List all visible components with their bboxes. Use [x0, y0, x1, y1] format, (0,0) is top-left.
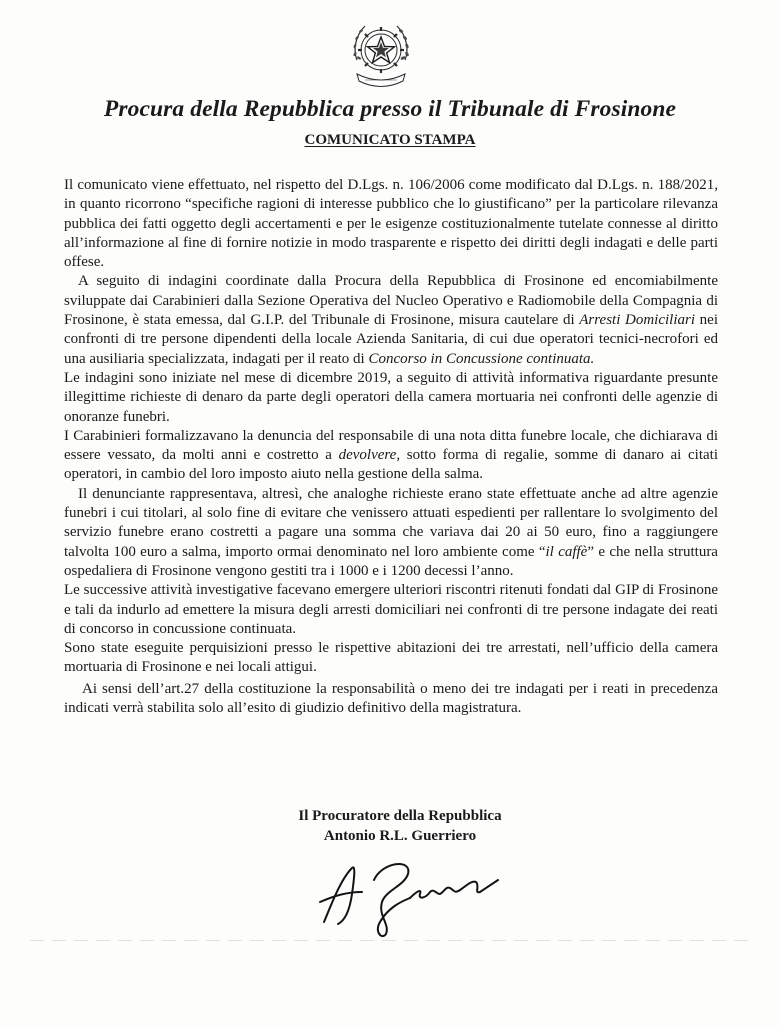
- signatory-name: Antonio R.L. Guerriero: [323, 828, 477, 844]
- paragraph-presumption: Ai sensi dell’art.27 della costituzione la responsabilità o meno dei tre indagati per i reati in precedenza indicati verrà stabilita solo all’esito di giudizio definitivo della magistratura.: [64, 680, 718, 717]
- paragraph-legal-notice: Il comunicato viene effettuato, nel rispetto del D.Lgs. n. 106/2006 come modificato dal D.Lgs. n. 188/2021, in quanto ricorrono “specifiche ragioni di interesse pubblico che lo giustificano” per la particolare rilevanza pubblica dei fatti oggetto degli accertamenti e per le esigenze costituzionalmente tutelate connesse al diritto all’informazione al fine di fornire notizie in modo trasparente e rispetto dei diritti degli indagati e delle parti offese.: [64, 177, 718, 271]
- press-release-body: [64, 176, 718, 718]
- emphasis-il-caffe: il caffè: [545, 543, 588, 560]
- office-title: Procura della Repubblica presso il Tribunale di Frosinone: [103, 96, 677, 122]
- italian-republic-emblem-icon: [343, 16, 419, 92]
- paragraph-complaint: I Carabinieri formalizzavano la denuncia del responsabile di una nota ditta funebre locale, che dichiarava di essere vessato, da molti anni e costretto a devolvere, sotto forma di regalie, somme di danaro ai citati operatori, in cambio del loro imposto aiuto nella gestione della salma.: [64, 427, 719, 483]
- signatory-role: Il Procuratore della Repubblica: [298, 808, 502, 824]
- press-release-heading: COMUNICATO STAMPA: [304, 132, 476, 148]
- emphasis-charge: Concorso in Concussione continuata.: [368, 350, 595, 367]
- paragraph-investigation: A seguito di indagini coordinate dalla Procura della Repubblica di Frosinone ed encomiabilmente sviluppate dai Carabinieri dalla Sezione Operativa del Nucleo Operativo e Radiomobile della Compagnia di Frosinone, è stata emessa, dal G.I.P. del Tribunale di Frosinone, misura cautelare di Arresti Domiciliari nei confronti di tre persone dipendenti della locale Azienda Sanitaria, di cui due operatori tecnici-necrofori ed una ausiliaria specializzata, indagati per il reato di Concorso in Concussione continuata.: [64, 273, 718, 367]
- paragraph-searches: Sono state eseguite perquisizioni presso le rispettive abitazioni dei tre arrestati, nell’ufficio della camera mortuaria di Frosinone e nei locali attigui.: [64, 640, 718, 676]
- paragraph-further-findings: Le successive attività investigative facevano emergere ulteriori riscontri ritenuti fondati dal GIP di Frosinone e tali da indurlo ad emettere la misura degli arresti domiciliari nei confronti di tre persone indagate dei reati di concorso in concussione continuata.: [64, 582, 718, 637]
- scan-artifact-line: [30, 940, 750, 941]
- paragraph-investigation-start: Le indagini sono iniziate nel mese di dicembre 2019, a seguito di attività informativa riguardante presunte illegittime richieste di denaro da parte degli operatori della camera mortuaria nei confronti delle agenzie di onoranze funebri.: [64, 369, 718, 425]
- emphasis-arresti-domiciliari: Arresti Domiciliari: [579, 312, 696, 329]
- signature-block: [0, 806, 780, 846]
- paragraph-other-agencies: Il denunciante rappresentava, altresì, che analoghe richieste erano state effettuate anche ad altre agenzie funebri i cui titolari, al solo fine di evitare che venissero attuati espedienti per rallentare lo svolgimento del servizio funebre erano costretti a pagare una somma che variava dai 20 ai 50 euro, fino a raggiungere talvolta 100 euro a salma, importo ormai denominato nel loro ambiente come “il caffè” e che nella struttura ospedaliera di Frosinone vengono gestiti tra i 1000 e i 1200 decessi l’anno.: [64, 485, 718, 579]
- emphasis-devolvere: devolvere: [338, 447, 397, 464]
- handwritten-signature-icon: [316, 850, 516, 940]
